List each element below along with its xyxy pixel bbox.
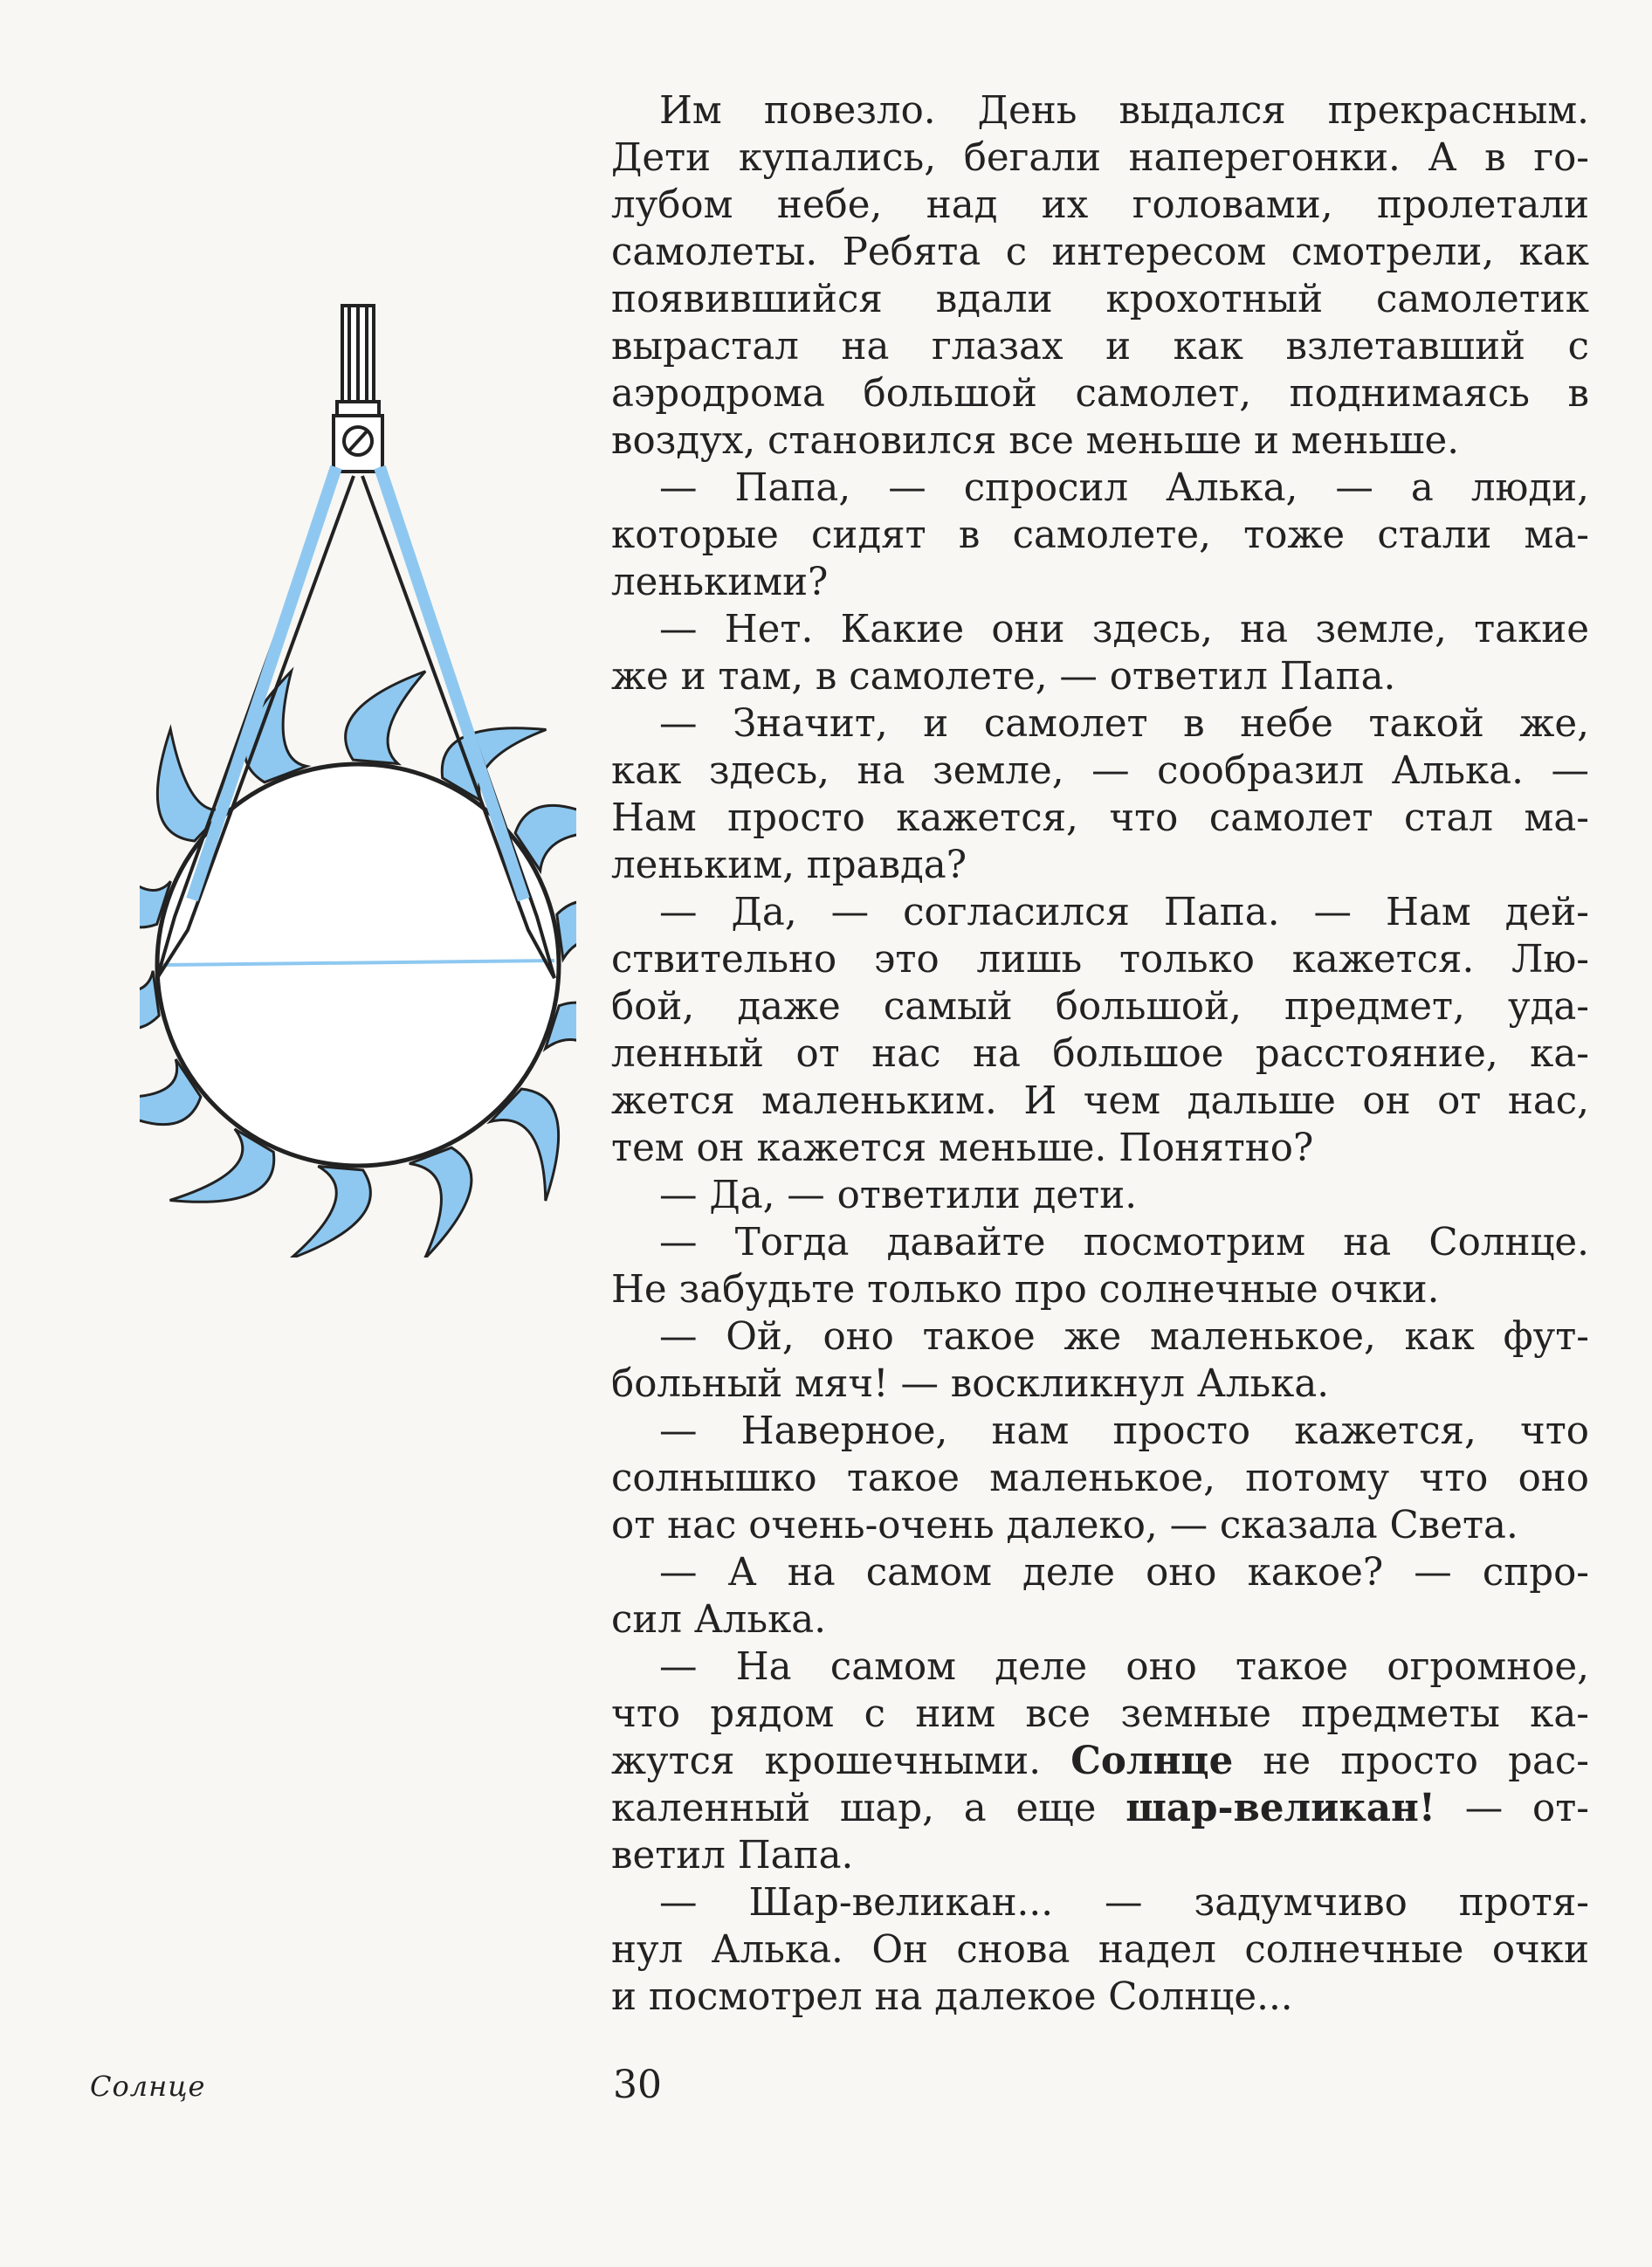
text-line: лубом небе, над их головами, пролетали [611, 183, 1589, 227]
text-line: ленный от нас на большое расстояние, ка- [611, 1032, 1589, 1076]
text-line: вырастал на глазах и как взлетавший с [611, 325, 1589, 369]
paragraph [611, 87, 1589, 2021]
text-line: Дети купались, бегали наперегонки. А в го- [611, 136, 1589, 180]
bold-term: Солнце [1070, 1739, 1234, 1783]
text-line: — Да, — ответили дети. [659, 1174, 1138, 1217]
text-line: аэродрома большой самолет, поднимаясь в [611, 372, 1589, 416]
text-line: леньким, правда? [611, 844, 967, 887]
text-line [611, 1738, 1589, 1785]
text-line: самолеты. Ребята с интересом смотрели, как [611, 231, 1589, 274]
text-line: ветил Папа. [611, 1834, 854, 1878]
text-line: от нас очень-очень далеко, — сказала Света. [611, 1504, 1518, 1547]
text-line: Не забудьте только про солнечные очки. [611, 1268, 1440, 1312]
text-line: — Значит, и самолет в небе такой же, [659, 702, 1589, 746]
text-fragment: каленный шар, а еще [611, 1787, 1126, 1830]
text-line: же и там, в самолете, — ответил Папа. [611, 655, 1396, 699]
text-line: что рядом с ним все земные предметы ка- [611, 1692, 1589, 1736]
text-line: Нам просто кажется, что самолет стал ма- [611, 796, 1589, 840]
text-line: — Папа, — спросил Алька, — а люди, [659, 466, 1589, 510]
story-text [611, 87, 1589, 2021]
text-fragment: — от- [1435, 1787, 1590, 1830]
text-line: воздух, становился все меньше и меньше. [611, 419, 1460, 463]
text-line: — Шар-великан... — задумчиво протя- [659, 1881, 1589, 1925]
text-line: ленькими? [611, 561, 829, 604]
sun-ray [410, 1147, 472, 1258]
text-line: тем он кажется меньше. Понятно? [611, 1127, 1314, 1170]
text-line: Им повезло. День выдался прекрасным. [659, 89, 1589, 133]
page-number: 30 [613, 2063, 662, 2107]
text-line: — На самом деле оно такое огромное, [659, 1645, 1589, 1689]
sun-compass-illustration [140, 288, 576, 1258]
text-line: — Нет. Какие они здесь, на земле, такие [659, 608, 1589, 651]
text-line: бой, даже самый большой, предмет, уда- [611, 985, 1589, 1029]
text-line: больный мяч! — воскликнул Алька. [611, 1362, 1330, 1406]
figure-caption: Солнце [90, 2070, 206, 2103]
text-line: — А на самом деле оно какое? — спро- [659, 1551, 1589, 1595]
sun-ray [346, 672, 426, 764]
text-line: — Наверное, нам просто кажется, что [659, 1409, 1589, 1453]
text-line: солнышко такое маленькое, потому что оно [611, 1457, 1589, 1500]
text-line: как здесь, на земле, — сообразил Алька. — [611, 749, 1589, 793]
text-line: ствительно это лишь только кажется. Лю- [611, 938, 1589, 982]
text-line: жется маленьким. И чем дальше он от нас, [611, 1079, 1589, 1123]
text-line: и посмотрел на далекое Солнце... [611, 1975, 1293, 2019]
text-line: — Ой, оно такое же маленькое, как фут- [659, 1315, 1589, 1359]
text-fragment: не просто рас- [1233, 1740, 1589, 1783]
text-line: сил Алька. [611, 1598, 827, 1642]
text-fragment: жутся крошечными. [611, 1740, 1071, 1783]
text-line: нул Алька. Он снова надел солнечные очки [611, 1928, 1589, 1972]
text-line: — Тогда давайте посмотрим на Солнце. [659, 1221, 1589, 1264]
sun-ray [291, 1167, 371, 1258]
bold-term: шар-великан! [1125, 1786, 1435, 1830]
text-line: появившийся вдали крохотный самолетик [611, 278, 1589, 321]
text-line: — Да, — согласился Папа. — Нам дей- [659, 891, 1589, 934]
text-line [611, 1785, 1589, 1832]
text-line: которые сидят в самолете, тоже стали ма- [611, 513, 1589, 557]
